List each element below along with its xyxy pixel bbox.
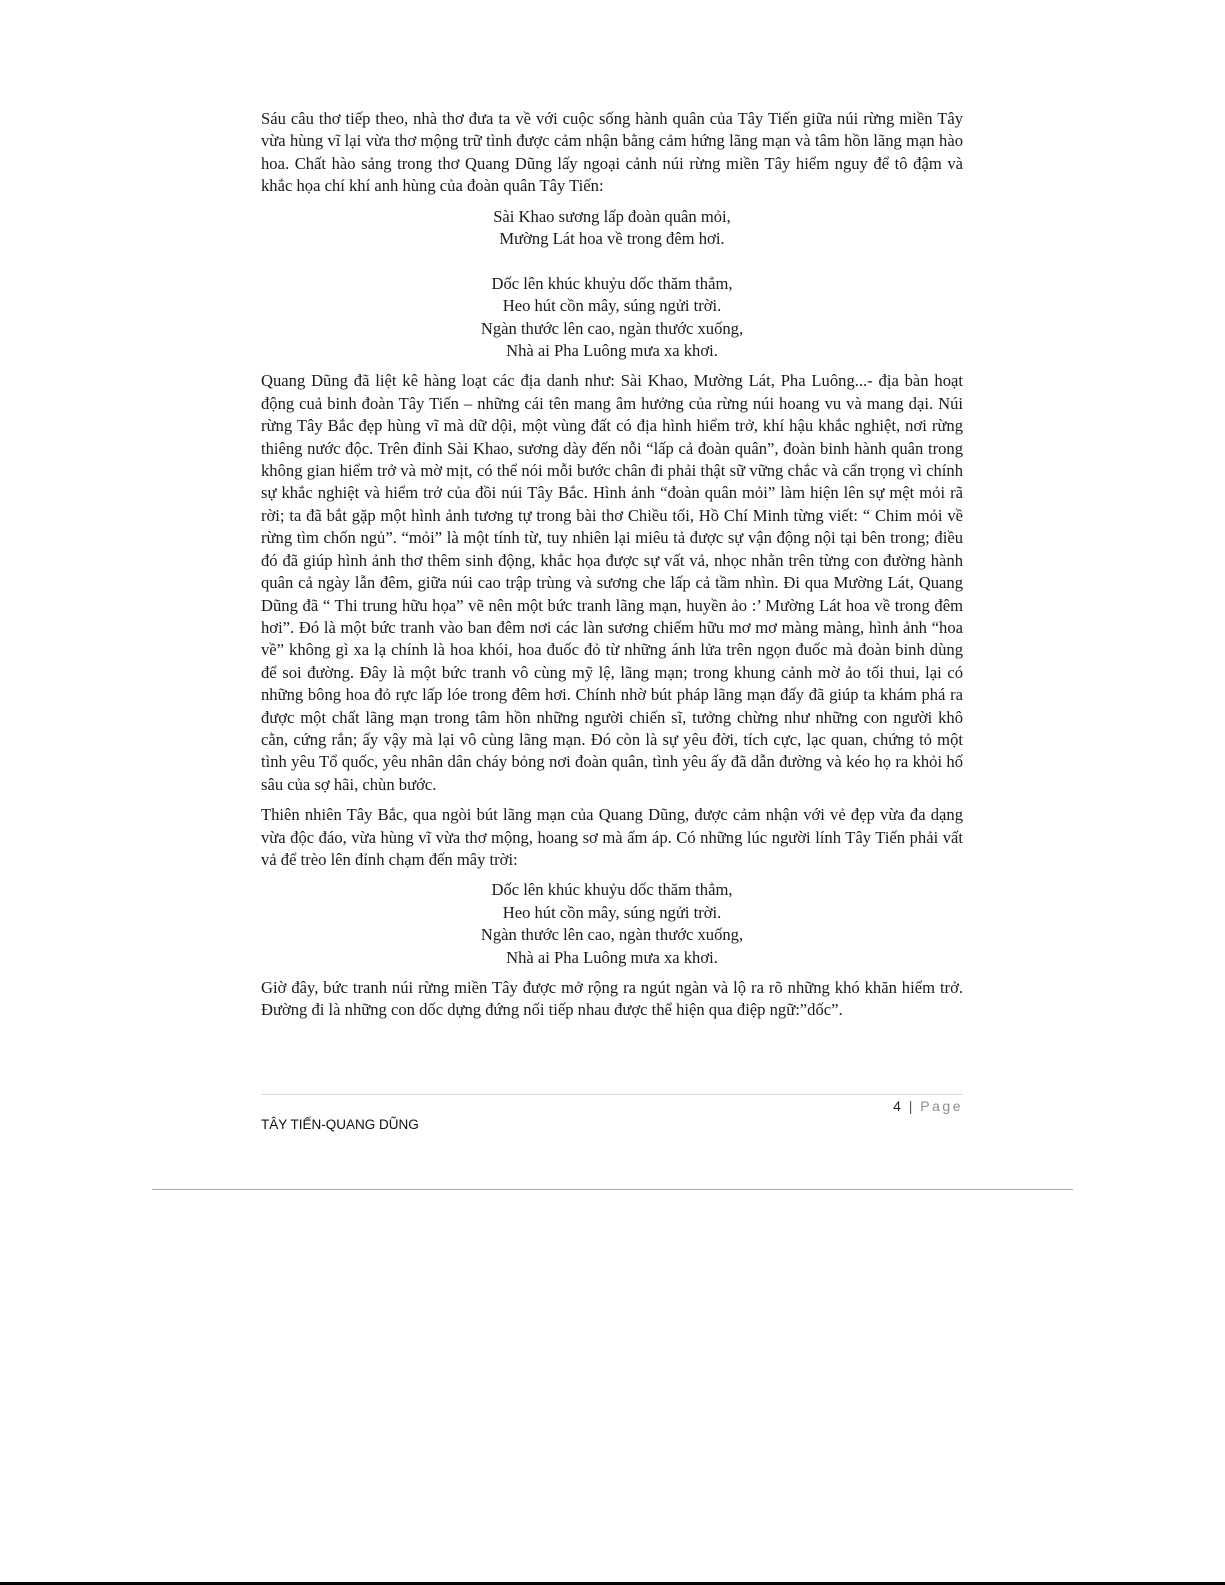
verse-line: Ngàn thước lên cao, ngàn thước xuống,: [480, 925, 744, 945]
footer-divider: [261, 1094, 963, 1095]
verse-line: Ngàn thước lên cao, ngàn thước xuống,: [480, 318, 744, 338]
paragraph-closing: Giờ đây, bức tranh núi rừng miền Tây được mở rộng ra ngút ngàn và lộ ra rõ những khó khăn hiểm trở. Đường đi là những con dốc dựng đứng nối tiếp nhau được thể hiện qua điệp ngữ:”dốc”.: [261, 978, 963, 1020]
paragraph-analysis: Quang Dũng đã liệt kê hàng loạt các địa danh như: Sài Khao, Mường Lát, Pha Luông...- địa bàn hoạt động cuả binh đoàn Tây Tiến – những cái tên mang âm hưởng của rừng núi hoang vu và mang dại. Núi rừng Tây Bắc đẹp hùng vĩ mà dữ dội, một vùng đất có địa hình hiểm trở, khí hậu khắc nghiệt, nơi rừng thiêng nước độc. Trên đỉnh Sài Khao, sương dày đến nỗi “lấp cả đoàn quân”, đoàn binh hành quân trong không gian hiểm trở và mờ mịt, có thể nói mỗi bước chân đi phải thật sữ vững chắc và cẩn trọng vì chính sự khắc nghiệt và hiểm trở của đồi núi Tây Bắc. Hình ảnh “đoàn quân mỏi” làm hiện lên sự mệt mỏi rã rời; ta đã bắt gặp một hình ảnh tương tự trong bài thơ Chiều tối, Hồ Chí Minh từng viết: “ Chim mỏi về rừng tìm chốn ngủ”. “mỏi” là một tính từ, tuy nhiên lại miêu tả được sự vận động nội tại bên trong; điều đó đã giúp hình ảnh thơ thêm sinh động, khắc họa được sự vất vả, nhọc nhằn trên từng con đường hành quân cả ngày lẫn đêm, giữa núi cao trập trùng và sương che lấp cả tầm nhìn. Đi qua Mường Lát, Quang Dũng đã “ Thi trung hữu họa” vẽ nên một bức tranh lãng mạn, huyền ảo :’ Mường Lát hoa về trong đêm hơi”. Đó là một bức tranh vào ban đêm nơi các làn sương chiếm hữu mơ mơ màng màng, hình ảnh “hoa về” không gì xa lạ chính là hoa khói, hoa đuốc đỏ từ những ánh lửa trên ngọn đuốc mà đoàn binh dùng để soi đường. Đây là một bức tranh vô cùng mỹ lệ, lãng mạn; trong khung cảnh mờ ảo tối thui, lại có những bông hoa đỏ rực lấp lóe trong đêm hơi. Chính nhờ bút pháp lãng mạn đấy đã giúp ta khám phá ra được một chất lãng mạn trong tâm hồn những người chiến sĩ, tưởng chừng như những con người khô cằn, cứng rắn; ấy vậy mà lại vô cùng lãng mạn. Đó còn là sự yêu đời, tích cực, lạc quan, chứng tỏ một tình yêu Tổ quốc, yêu nhân dân cháy bỏng nơi đoàn quân, tình yêu ấy đã dẫn đường và kéo họ ra khỏi hố sâu của sợ hãi, chùn bước.: [261, 371, 963, 794]
page-number-separator: |: [908, 1098, 913, 1114]
page-number: [893, 1098, 963, 1114]
paragraph-nature: Thiên nhiên Tây Bắc, qua ngòi bút lãng mạn của Quang Dũng, được cảm nhận với vẻ đẹp vừa đa dạng vừa độc đáo, vừa hùng vĩ vừa thơ mộng, hoang sơ mà ấm áp. Có những lúc người lính Tây Tiến phải vất vả để trèo lên đỉnh chạm đến mây trời:: [261, 805, 963, 869]
page-number-value: 4: [893, 1098, 902, 1114]
verse-line: Sài Khao sương lấp đoàn quân mỏi,: [493, 206, 731, 226]
verse-line: Dốc lên khúc khuỷu dốc thăm thẳm,: [491, 880, 733, 900]
verse-line: Nhà ai Pha Luông mưa xa khơi.: [506, 341, 718, 361]
document-body: [261, 108, 963, 1030]
paragraph-intro: Sáu câu thơ tiếp theo, nhà thơ đưa ta về với cuộc sống hành quân của Tây Tiến giữa núi rừng miền Tây vừa hùng vĩ lại vừa thơ mộng trữ tình được cảm nhận bằng cảm hứng lãng mạn và tâm hồn lãng mạn hào hoa. Chất hào sảng trong thơ Quang Dũng lấy ngoại cảnh núi rừng miền Tây hiểm nguy để tô đậm và khắc họa chí khí anh hùng của đoàn quân Tây Tiến:: [261, 109, 963, 196]
verse-line: Heo hút cồn mây, súng ngửi trời.: [502, 902, 722, 922]
page-break-divider: [152, 1189, 1073, 1190]
page-label: Page: [920, 1098, 963, 1114]
running-footer-title: TÂY TIẾN-QUANG DŨNG: [261, 1117, 419, 1132]
verse-stanza-gap: [261, 250, 963, 272]
verse-line: Dốc lên khúc khuỷu dốc thăm thẳm,: [491, 273, 733, 293]
verse-line: Mường Lát hoa về trong đêm hơi.: [499, 229, 725, 249]
verse-block-1: [261, 206, 963, 363]
verse-line: Nhà ai Pha Luông mưa xa khơi.: [506, 947, 718, 967]
verse-line: Heo hút cồn mây, súng ngửi trời.: [502, 296, 722, 316]
verse-block-2: [261, 879, 963, 969]
